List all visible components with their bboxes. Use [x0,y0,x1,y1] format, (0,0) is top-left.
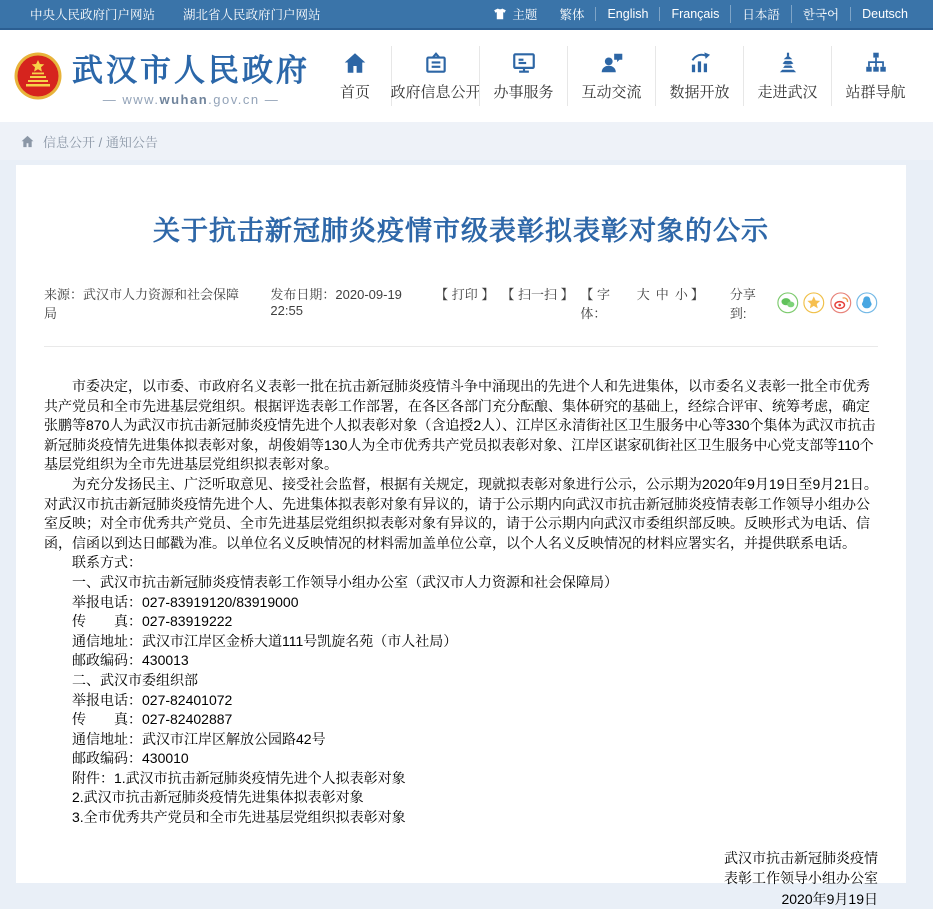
interaction-person-icon [599,50,625,76]
site-url-left: — www. [102,92,160,107]
signature-line: 表彰工作领导小组办公室 [724,870,878,887]
lang-french-label[interactable]: Français [671,7,720,21]
nav-item-home[interactable] [319,46,391,106]
theme-switcher[interactable] [482,5,548,23]
contact-fax-1: 传 真：027-83919222 [72,613,233,630]
theme-label[interactable]: 主题 [512,8,538,22]
site-header [0,30,933,122]
lang-korean-label[interactable]: 한국어 [802,8,840,22]
nav-label: 政府信息公开 [390,84,481,101]
font-size-large-button[interactable]: 大 [636,287,650,302]
tshirt-theme-icon [493,7,507,21]
site-title-block [72,45,310,107]
tower-icon [775,50,801,76]
data-chart-icon [687,50,713,76]
font-size-control [580,284,704,322]
qzone-share-icon[interactable] [803,292,825,314]
nav-item-visit-wuhan[interactable] [743,46,831,106]
article-source: 来源：武汉市人力资源和社会保障局 [44,287,240,321]
breadcrumb-home-icon[interactable] [20,134,35,149]
gov-info-icon [423,50,449,76]
meta-divider [44,346,878,347]
site-name: 武汉市人民政府 [72,53,310,88]
contact-zipcode-1: 邮政编码：430013 [72,652,189,669]
article-body [44,377,878,828]
article-paragraph: 为充分发扬民主、广泛听取意见、接受社会监督，根据有关规定，现就拟表彰对象进行公示，公示期为2020年9月19日至9月21日。对武汉市抗击新冠肺炎疫情先进个人、先进集体拟表彰对象有异议的，请于公示期内向武汉市抗击新冠肺炎疫情表彰工作领导小组办公室反映；对全市优秀共产党员、全市先进基层党组织拟表彰对象有异议的，请于公示期内向武汉市委组织部反映。反映形式为电话、信函，信函以到达日邮戳为准。以单位名义反映情况的材料需加盖单位公章，以个人名义反映情况的材料应署实名，并提供联系电话。 [44,475,878,551]
nav-item-interaction[interactable] [567,46,655,106]
site-url-domain: wuhan [159,92,209,107]
nav-item-services[interactable] [479,46,567,106]
attachment-2: 2.武汉市抗击新冠肺炎疫情先进集体拟表彰对象 [72,789,364,806]
article-date: 发布日期：2020-09-19 22:55 [270,287,402,318]
site-logo[interactable] [14,45,310,107]
nav-label: 办事服务 [493,84,554,101]
lang-french[interactable] [659,7,730,21]
contact-heading: 联系方式： [72,554,142,571]
contact-org-2: 二、武汉市委组织部 [72,671,198,688]
scan-qr-button[interactable]: 【 扫一扫 】 [501,287,574,302]
lang-german[interactable] [850,7,919,21]
article-card [16,165,906,907]
nav-item-gov-info[interactable] [391,46,479,106]
main-nav [319,46,919,106]
breadcrumb-path[interactable]: 信息公开 / 通知公告 [43,134,158,150]
nav-label: 数据开放 [669,84,730,101]
article-paragraph: 市委决定，以市委、市政府名义表彰一批在抗击新冠肺炎疫情斗争中涌现出的先进个人和先进集体，以市委名义表彰一批全市优秀共产党员和全市先进基层党组织。根据评选表彰工作部署，在各区各部门充分酝酿、集体研究的基础上，经综合评审、统筹考虑，确定张鹏等870人为武汉市抗击新冠肺炎疫情先进个人拟表彰对象（含追授2人）、江岸区永清街社区卫生服务中心等330个集体为武汉市抗击新冠肺炎疫情先进集体拟表彰对象，胡俊娟等130人为全市优秀共产党员拟表彰对象、江岸区谌家矶街社区卫生服务中心党支部等110个基层党组织为全市先进基层党组织拟表彰对象。 [44,378,876,473]
font-size-suffix: 】 [690,287,704,302]
sitemap-icon [863,50,889,76]
attachment-3: 3.全市优秀共产党员和全市先进基层党组织拟表彰对象 [72,809,406,826]
contact-phone-1: 举报电话：027-83919120/83919000 [72,593,299,610]
topbar-utility-links [482,5,919,23]
nav-label: 站群导航 [845,84,906,101]
meta-source-date [44,284,435,322]
weibo-share-icon[interactable] [830,292,852,314]
article-title: 关于抗击新冠肺炎疫情市级表彰拟表彰对象的公示 [153,216,769,246]
lang-traditional-label[interactable]: 繁体 [559,8,585,22]
font-size-prefix: 【 字体： [580,287,610,321]
nav-label: 首页 [339,84,370,101]
home-icon [342,50,368,76]
qq-share-icon[interactable] [856,292,878,314]
lang-japanese[interactable] [730,5,791,23]
meta-tools [435,284,704,322]
share-label: 分享到: [729,287,756,321]
nav-label: 走进武汉 [757,84,818,101]
site-url-right: .gov.cn — [208,92,280,107]
attachment-1: 附件：1.武汉市抗击新冠肺炎疫情先进个人拟表彰对象 [72,769,406,786]
lang-english[interactable] [595,7,659,21]
nav-label: 互动交流 [581,84,642,101]
page-background [0,160,933,907]
article-meta-row [44,284,878,322]
lang-german-label[interactable]: Deutsch [862,7,908,21]
lang-japanese-label[interactable]: 日本語 [742,8,780,22]
article-signature [44,848,878,909]
share-bar [730,284,878,322]
national-emblem-icon [14,52,62,100]
breadcrumb [0,122,933,160]
site-url [72,92,310,107]
signature-line: 武汉市抗击新冠肺炎疫情 [724,849,878,866]
lang-english-label[interactable]: English [607,7,649,21]
services-monitor-icon [511,50,537,76]
contact-address-1: 通信地址：武汉市江岸区金桥大道111号凯旋名苑（市人社局） [72,632,458,649]
contact-phone-2: 举报电话：027-82401072 [72,691,233,708]
wechat-share-icon[interactable] [777,292,799,314]
lang-korean[interactable] [791,5,850,23]
nav-item-site-map[interactable] [831,46,919,106]
contact-zipcode-2: 邮政编码：430010 [72,750,189,767]
print-button[interactable]: 【 打印 】 [435,287,495,302]
font-size-medium-button[interactable]: 中 [655,287,669,302]
contact-address-2: 通信地址：武汉市江岸区解放公园路42号 [72,730,326,747]
gov-portal-links [30,5,321,23]
contact-fax-2: 传 真：027-82402887 [72,711,233,728]
lang-traditional[interactable] [548,5,595,23]
top-bar [0,0,933,30]
nav-item-open-data[interactable] [655,46,743,106]
font-size-small-button[interactable]: 小 [674,287,688,302]
hubei-gov-portal-link[interactable]: 湖北省人民政府门户网站 [183,8,321,22]
signature-date: 2020年9月19日 [781,890,878,907]
central-gov-portal-link[interactable]: 中央人民政府门户网站 [30,8,156,22]
contact-org-1: 一、武汉市抗击新冠肺炎疫情表彰工作领导小组办公室（武汉市人力资源和社会保障局） [72,573,618,590]
